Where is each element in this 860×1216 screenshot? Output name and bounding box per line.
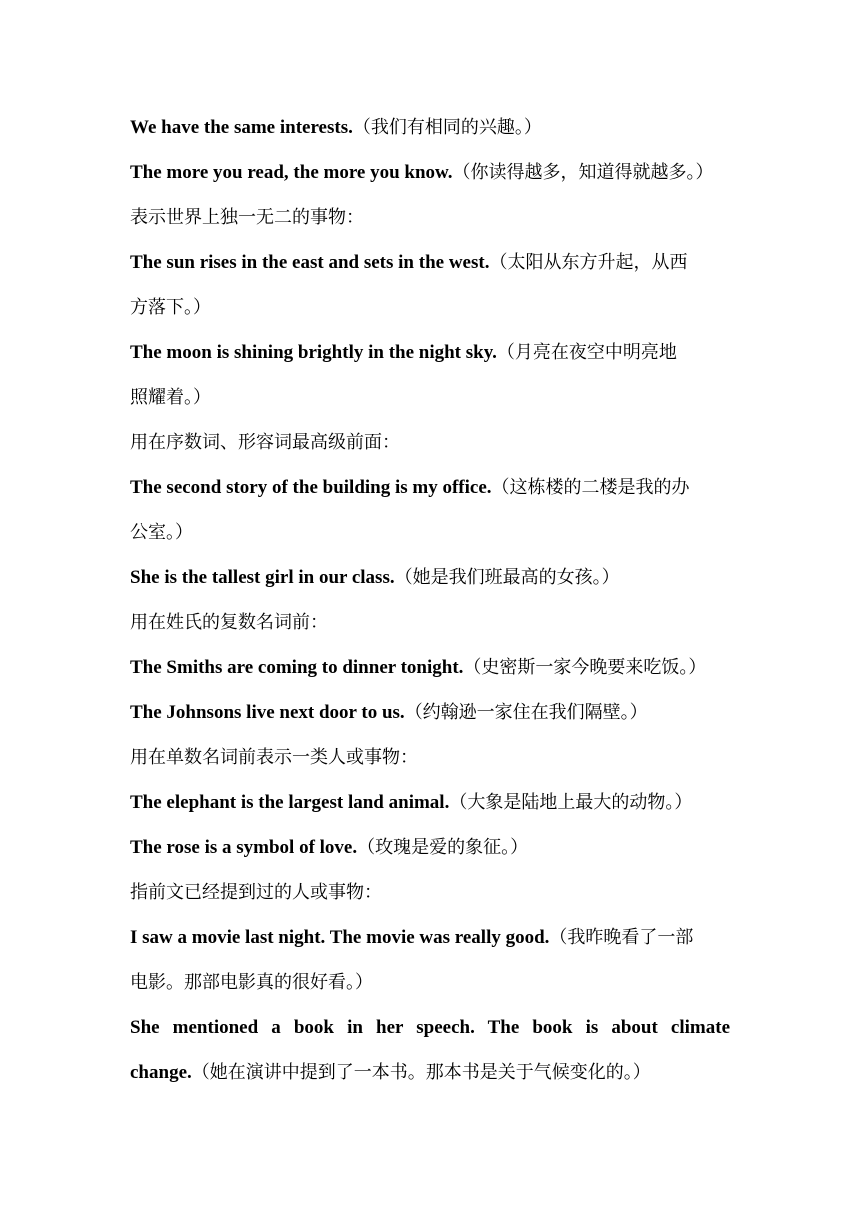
- english-sentence: The Johnsons live next door to us.: [130, 702, 405, 723]
- chinese-translation: （约翰逊一家住在我们隔壁。）: [404, 702, 648, 723]
- text-line: [130, 105, 730, 150]
- chinese-translation: （史密斯一家今晚要来吃饭。）: [463, 657, 707, 678]
- text-line: [130, 780, 730, 825]
- text-line: [130, 375, 730, 420]
- english-sentence: The Smiths are coming to dinner tonight.: [130, 657, 464, 678]
- text-line: [130, 1005, 730, 1050]
- section-heading-line: [130, 600, 730, 645]
- chinese-translation: 电影。那部电影真的很好看。）: [130, 972, 373, 993]
- chinese-translation: （我们有相同的兴趣。）: [352, 117, 542, 138]
- chinese-translation: （太阳从东方升起，从西: [489, 252, 688, 273]
- chinese-translation: （月亮在夜空中明亮地: [496, 342, 677, 363]
- section-heading: 指前文已经提到过的人或事物：: [130, 882, 382, 903]
- section-heading: 用在姓氏的复数名词前：: [130, 612, 328, 633]
- chinese-translation: （她在演讲中提到了一本书。那本书是关于气候变化的。）: [191, 1062, 651, 1083]
- section-heading: 用在序数词、形容词最高级前面：: [130, 432, 400, 453]
- text-line: [130, 915, 730, 960]
- section-heading-line: [130, 420, 730, 465]
- text-line: [130, 645, 730, 690]
- english-sentence: The second story of the building is my office.: [130, 477, 492, 498]
- english-sentence: She is the tallest girl in our class.: [130, 567, 395, 588]
- chinese-translation: （你读得越多，知道得就越多。）: [452, 162, 714, 183]
- document-page: [130, 105, 730, 1095]
- english-sentence: The moon is shining brightly in the night sky.: [130, 342, 497, 363]
- text-line: [130, 330, 730, 375]
- section-heading: 用在单数名词前表示一类人或事物：: [130, 747, 418, 768]
- text-line: [130, 240, 730, 285]
- section-heading-line: [130, 735, 730, 780]
- text-line: [130, 285, 730, 330]
- text-line: [130, 1050, 730, 1095]
- section-heading-line: [130, 870, 730, 915]
- chinese-translation: 公室。）: [130, 522, 193, 543]
- text-line: [130, 555, 730, 600]
- section-heading: 表示世界上独一无二的事物：: [130, 207, 364, 228]
- text-line: [130, 825, 730, 870]
- text-line: [130, 150, 730, 195]
- english-sentence: The more you read, the more you know.: [130, 162, 453, 183]
- english-sentence: We have the same interests.: [130, 117, 353, 138]
- chinese-translation: （玫瑰是爱的象征。）: [357, 837, 529, 858]
- chinese-translation: （我昨晚看了一部: [549, 927, 694, 948]
- chinese-translation: （这栋楼的二楼是我的办: [491, 477, 690, 498]
- chinese-translation: （大象是陆地上最大的动物。）: [449, 792, 693, 813]
- chinese-translation: （她是我们班最高的女孩。）: [394, 567, 620, 588]
- text-line: [130, 690, 730, 735]
- text-line: [130, 960, 730, 1005]
- text-line: [130, 510, 730, 555]
- english-sentence: The elephant is the largest land animal.: [130, 792, 450, 813]
- english-sentence: The sun rises in the east and sets in the west.: [130, 252, 490, 273]
- text-line: [130, 465, 730, 510]
- chinese-translation: 方落下。）: [130, 297, 211, 318]
- section-heading-line: [130, 195, 730, 240]
- english-sentence: change.: [130, 1062, 192, 1083]
- english-sentence: She mentioned a book in her speech. The book is about climate: [130, 1017, 730, 1038]
- english-sentence: The rose is a symbol of love.: [130, 837, 358, 858]
- chinese-translation: 照耀着。）: [130, 387, 211, 408]
- english-sentence: I saw a movie last night. The movie was really good.: [130, 927, 550, 948]
